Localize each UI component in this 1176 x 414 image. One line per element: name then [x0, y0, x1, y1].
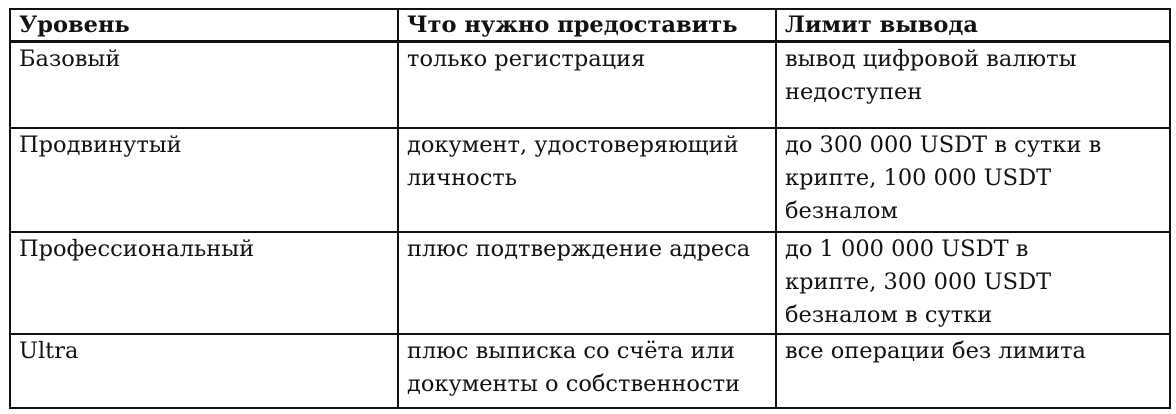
cell-requirements — [398, 334, 776, 408]
cell-text-line: крипте, 100 000 USDT — [785, 165, 1052, 191]
cell-text-line: безналом — [785, 198, 898, 224]
header-requirements: Что нужно предоставить — [398, 9, 776, 42]
table-row — [10, 334, 1170, 408]
verification-levels-table-wrapper — [9, 8, 1169, 409]
cell-limit — [776, 128, 1170, 232]
cell-limit — [776, 42, 1170, 129]
cell-limit — [776, 334, 1170, 408]
cell-text-line: плюс подтверждение адреса — [407, 236, 751, 262]
table-header — [10, 9, 1170, 42]
cell-text-line: безналом в сутки — [785, 302, 993, 328]
table-row — [10, 128, 1170, 232]
cell-level: Профессиональный — [10, 232, 398, 334]
cell-text-line: документ, удостоверяющий — [407, 132, 739, 158]
cell-text-line: только регистрация — [407, 46, 646, 72]
cell-requirements — [398, 232, 776, 334]
cell-text-line: до 1 000 000 USDT в — [785, 236, 1029, 262]
header-row — [10, 9, 1170, 42]
cell-text-line: все операции без лимита — [785, 338, 1086, 364]
cell-level: Базовый — [10, 42, 398, 129]
cell-limit — [776, 232, 1170, 334]
cell-text-line: до 300 000 USDT в сутки в — [785, 132, 1102, 158]
table-body — [10, 42, 1170, 409]
cell-text-line: плюс выписка со счёта или — [407, 338, 735, 364]
cell-level: Продвинутый — [10, 128, 398, 232]
cell-requirements — [398, 42, 776, 129]
cell-text-line: документы о собственности — [407, 371, 741, 397]
header-level: Уровень — [10, 9, 398, 42]
verification-levels-table — [9, 8, 1171, 409]
cell-text-line: крипте, 300 000 USDT — [785, 269, 1052, 295]
cell-requirements — [398, 128, 776, 232]
table-row — [10, 232, 1170, 334]
cell-text-line: вывод цифровой валюты — [785, 46, 1077, 72]
cell-text-line: недоступен — [785, 79, 923, 105]
table-row — [10, 42, 1170, 129]
cell-level: Ultra — [10, 334, 398, 408]
header-limit: Лимит вывода — [776, 9, 1170, 42]
cell-text-line: личность — [407, 165, 518, 191]
